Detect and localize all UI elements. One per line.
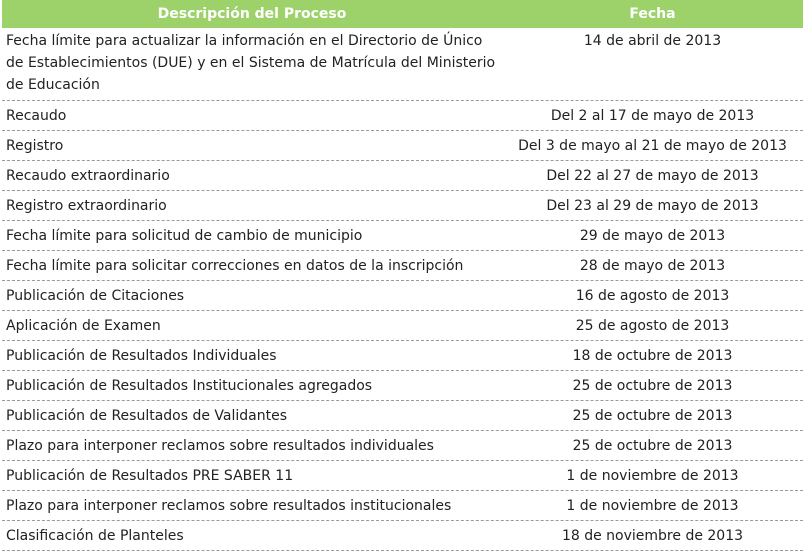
row-description: Recaudo: [6, 108, 67, 124]
row-date: 28 de mayo de 2013: [579, 258, 726, 274]
row-date: 16 de agosto de 2013: [575, 288, 730, 304]
row-description: Publicación de Resultados Institucionales agregados: [6, 378, 373, 394]
table-row: [2, 28, 803, 101]
row-description: Publicación de Citaciones: [6, 288, 185, 304]
table-row: [2, 191, 803, 221]
row-description: Plazo para interponer reclamos sobre resultados individuales: [6, 438, 434, 454]
row-date: 29 de mayo de 2013: [579, 228, 726, 244]
table-row: [2, 221, 803, 251]
row-description: Publicación de Resultados PRE SABER 11: [6, 468, 294, 484]
row-description: Fecha límite para solicitud de cambio de municipio: [6, 228, 363, 244]
row-description: Fecha límite para solicitar correcciones en datos de la inscripción: [6, 258, 464, 274]
row-date: 25 de octubre de 2013: [572, 378, 733, 394]
row-date: 1 de noviembre de 2013: [566, 468, 739, 484]
row-date: Del 23 al 29 de mayo de 2013: [546, 198, 759, 214]
row-date: 25 de agosto de 2013: [575, 318, 730, 334]
schedule-table: [2, 0, 803, 551]
row-description: Recaudo extraordinario: [6, 168, 170, 184]
row-date: 18 de noviembre de 2013: [561, 528, 744, 544]
row-description: Clasificación de Planteles: [6, 528, 184, 544]
row-description: Registro extraordinario: [6, 198, 167, 214]
header-description: Descripción del Proceso: [157, 6, 347, 22]
table-row: [2, 461, 803, 491]
table-row: [2, 341, 803, 371]
row-date: 14 de abril de 2013: [583, 33, 722, 49]
table-row: [2, 401, 803, 431]
table-row: [2, 281, 803, 311]
row-description: Publicación de Resultados Individuales: [6, 348, 277, 364]
table-header: [2, 0, 803, 28]
row-description: Aplicación de Examen: [6, 318, 161, 334]
table-row: [2, 101, 803, 131]
table-row: [2, 431, 803, 461]
table-row: [2, 491, 803, 521]
header-date: Fecha: [629, 6, 676, 22]
table-row: [2, 521, 803, 551]
row-description: Fecha límite para actualizar la información en el Directorio de Único de Establecimientos (DUE) y en el Sistema de Matrícula del Ministerio de Educación: [6, 33, 496, 93]
table-row: [2, 251, 803, 281]
row-date: 25 de octubre de 2013: [572, 438, 733, 454]
row-date: Del 3 de mayo al 21 de mayo de 2013: [518, 138, 787, 154]
row-date: 18 de octubre de 2013: [572, 348, 733, 364]
row-description: Publicación de Resultados de Validantes: [6, 408, 288, 424]
row-description: Plazo para interponer reclamos sobre resultados institucionales: [6, 498, 452, 514]
table-row: [2, 371, 803, 401]
row-description: Registro: [6, 138, 64, 154]
row-date: Del 2 al 17 de mayo de 2013: [550, 108, 755, 124]
table-row: [2, 311, 803, 341]
row-date: 1 de noviembre de 2013: [566, 498, 739, 514]
table-row: [2, 131, 803, 161]
row-date: 25 de octubre de 2013: [572, 408, 733, 424]
row-date: Del 22 al 27 de mayo de 2013: [546, 168, 759, 184]
table-row: [2, 161, 803, 191]
